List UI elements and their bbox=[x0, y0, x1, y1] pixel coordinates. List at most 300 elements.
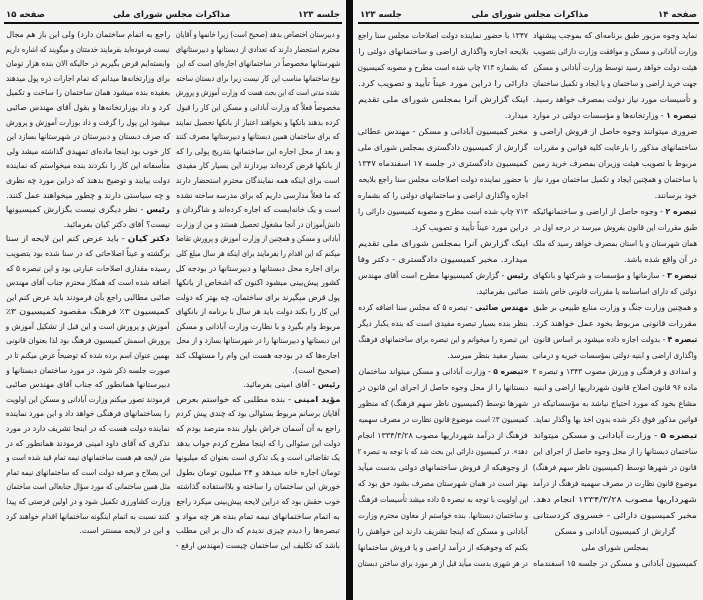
text-line bbox=[6, 86, 170, 101]
line-content: دراین مورد عیناً تأیید و تصویب کرد. bbox=[411, 223, 528, 232]
text-line bbox=[176, 189, 340, 204]
text-line bbox=[358, 172, 528, 188]
text-line bbox=[358, 236, 528, 252]
page-number: صفحه ۱۴ bbox=[658, 10, 697, 20]
text-line bbox=[176, 159, 340, 174]
text-line bbox=[358, 428, 528, 444]
text-line bbox=[176, 349, 340, 364]
text-line bbox=[358, 76, 528, 92]
line-content: دولت بیایند و توضیح بدهند که دراین مورد چه نظری bbox=[6, 175, 170, 185]
line-content: یا ساختمان و همچنین ایجاد و تکمیل ساختمان مورد نیاز bbox=[533, 175, 697, 184]
text-line bbox=[358, 140, 528, 156]
line-text: - نظر دیگری نیست بگزارش کمیسیونها bbox=[6, 205, 147, 215]
line-content: بلایحه اجازه واگذاری اراضی و ساختمانهای دولتی را bbox=[358, 47, 528, 56]
line-content: اینک گزارش آنرا بمجلس شورای ملی تقدیم bbox=[358, 95, 528, 104]
line-content: به اتمام ساختمانهای نیمه تمام بنده هر چه مواد و bbox=[176, 511, 340, 521]
line-content: نماید وجوه مزبور طبق برنامه‌ای که بموجب پیشنهاد bbox=[533, 31, 697, 40]
text-line bbox=[358, 556, 528, 572]
line-content: نماینده دولت هست که در اینجا تشریف دارد در مورد bbox=[6, 424, 170, 434]
text-column-right bbox=[533, 28, 697, 572]
text-line bbox=[358, 460, 528, 476]
line-text: - سازمانها و مؤسسات و شرکتها و بانکهای bbox=[533, 271, 668, 280]
line-content: فرهنگ از درآمد شهرداریها مصوب ۱۳۳۴/۳/۲۸ انجام bbox=[358, 431, 528, 440]
line-content: پرورش اسمش کمیسیون فرهنگ بود لذا بعنوان قانونی bbox=[6, 336, 170, 346]
text-line bbox=[358, 524, 528, 540]
line-content: ماده ۹۶ قانون اصلاح قانون شهرداریها اراضی و ابنیه bbox=[533, 383, 697, 392]
text-line bbox=[6, 232, 170, 247]
line-content bbox=[533, 332, 697, 348]
line-content: گزارش از کمیسیون دادگستری بمجلس شورای ملی bbox=[358, 143, 528, 152]
text-line bbox=[176, 86, 340, 101]
line-content: خورش این ساختمان را ساخته و بلااستفاده گذاشته bbox=[176, 482, 340, 492]
text-column-left bbox=[358, 28, 528, 572]
text-line bbox=[6, 174, 170, 189]
text-line bbox=[533, 188, 697, 204]
text-line bbox=[533, 460, 697, 476]
text-line bbox=[358, 108, 528, 124]
line-content: که برای ساختمان همین دبستانها و دبیرستانها مصرف کنند bbox=[176, 132, 340, 142]
text-line bbox=[533, 300, 697, 316]
line-content bbox=[533, 268, 697, 284]
text-line bbox=[533, 380, 697, 396]
page-15 bbox=[0, 0, 346, 600]
text-line bbox=[176, 378, 340, 393]
page-14 bbox=[354, 0, 703, 600]
text-line bbox=[533, 204, 697, 220]
text-line bbox=[6, 28, 170, 43]
text-line bbox=[533, 140, 697, 156]
line-content: صائبی بفرمائید. bbox=[476, 287, 528, 296]
text-line bbox=[6, 378, 170, 393]
line-content: راجع به آن آسمان خراش بلوار بنده مترصد بودم که bbox=[176, 424, 340, 434]
text-line bbox=[533, 524, 697, 540]
line-content: تومان اجاره خانه میدهد و ۲۴ میلیون تومان بطول bbox=[176, 467, 340, 477]
line-content: موضوع قانون نظارت در مصرف سهمیه فرهنگ از درآمد bbox=[533, 479, 697, 488]
speaker-label: رئیس bbox=[506, 271, 528, 280]
text-line bbox=[6, 101, 170, 116]
line-content: و چه سیاستی دارند و چطور میخواهند عمل کنند. bbox=[6, 190, 170, 200]
line-content: بسیار مفید بنظر میرسد. bbox=[447, 351, 528, 360]
line-content: کشور پیش‌بینی میشود اکنون که اشخاص از بانکها bbox=[176, 278, 340, 288]
text-line bbox=[176, 510, 340, 525]
text-line bbox=[176, 130, 340, 145]
header-rule bbox=[4, 22, 342, 24]
text-line bbox=[358, 476, 528, 492]
line-content: بهمین عنوان اسم برده شده که توضیحاً عرض میکنم تا در bbox=[6, 351, 170, 361]
text-line bbox=[358, 316, 528, 332]
line-content: در هر شهری بدست میآید قبل از هر مورد برای ساختن دبستان bbox=[358, 559, 528, 568]
line-content: فرمودند تصور میکنم وزارت آبادانی و مسکن این اولویت bbox=[6, 394, 170, 404]
line-content: و ساختمان دبستانها. بنده خواستم از معاون محترم وزارت bbox=[358, 511, 528, 520]
text-line bbox=[533, 556, 697, 572]
line-content: و امدادی و فرهنگی و ورزش مصوب ۱۳۴۳ و تبصره ۲ bbox=[533, 367, 697, 376]
text-line bbox=[6, 437, 170, 452]
speaker-label: «تبصره ۵ bbox=[492, 367, 528, 376]
line-content: که صرف دبستان و دبیرستان در شهرستانها بسازد این bbox=[6, 132, 170, 142]
line-content: بهتر است در همان شهرستان مصرف بشود حق بود که bbox=[358, 479, 528, 488]
text-line bbox=[358, 28, 528, 44]
line-content: قوانین مذکور فوق ذکر شده بدون اخذ بها واگذار نماید. bbox=[533, 415, 697, 424]
text-line bbox=[6, 305, 170, 320]
text-line bbox=[6, 495, 170, 510]
line-content: ساختمان دبستانها را از محل وجوه حاصل از اجرای این bbox=[533, 447, 697, 456]
text-line bbox=[6, 334, 170, 349]
text-line bbox=[176, 480, 340, 495]
text-line bbox=[6, 72, 170, 87]
line-content: باشد که تکلیف این ساختمان چیست (مهندس ارفع - bbox=[176, 540, 340, 550]
text-line bbox=[533, 44, 697, 60]
line-content: پول قرض میگیرند برای ساختمان، چه بهتر که دولت bbox=[176, 292, 340, 302]
text-line bbox=[533, 508, 697, 524]
line-content: که ما فعلاً مدارسی داریم که برای مدرسه ساخته نشده bbox=[176, 190, 340, 200]
text-line bbox=[533, 444, 697, 460]
text-line bbox=[176, 334, 340, 349]
line-content: کار خوب بود اینجا ماده‌ای تمهیدی گذاشته میشد ولی bbox=[6, 146, 170, 156]
page-number: صفحه ۱۵ bbox=[6, 10, 45, 20]
text-line bbox=[533, 156, 697, 172]
text-line bbox=[533, 476, 697, 492]
text-line bbox=[6, 407, 170, 422]
line-content: و این در لایحه مستتر است. bbox=[79, 526, 170, 536]
line-content: آقایان برسانم مربوط بسئوالی بود که چندی پیش کردم bbox=[176, 409, 340, 419]
line-content: گزارش از کمیسیون آبادانی و مسکن bbox=[554, 527, 676, 536]
line-text: - باید عرض کنم این لایحه از سنا bbox=[6, 234, 129, 244]
text-line bbox=[176, 539, 340, 554]
line-content: میدارد. مخبر کمیسیون دادگستری - دکتر وفا bbox=[358, 255, 528, 264]
line-content: بکنم که وجوهیکه از درآمد اراضی و یا فروش ساختمانها bbox=[358, 543, 528, 552]
line-content: این دبستانها و دبیرستانها را در شهرستانها بسازد و از محل bbox=[176, 336, 340, 346]
text-line bbox=[358, 124, 528, 140]
line-content: میکنم که این اقدام را بفرمایند برای اینکه هر سال مبلغ کلی bbox=[176, 248, 340, 258]
text-line bbox=[533, 332, 697, 348]
line-content: میدارد. bbox=[504, 111, 528, 120]
text-column-left bbox=[6, 28, 170, 539]
text-line bbox=[176, 262, 340, 277]
line-content: خود برسانند. bbox=[654, 191, 697, 200]
speaker-label: دکتر کیان bbox=[128, 234, 170, 244]
text-line bbox=[358, 444, 528, 460]
text-line bbox=[533, 396, 697, 412]
text-line bbox=[358, 380, 528, 396]
line-content: اضافه شده است که همکار محترم جناب آقای مهندس bbox=[6, 278, 170, 288]
header-rule bbox=[358, 22, 699, 24]
text-line bbox=[176, 43, 340, 58]
line-content: دبیرستانها همانطور که جناب آقای مهندس صائبی bbox=[6, 380, 170, 390]
publication-title: مذاکرات مجلس شورای ملی bbox=[471, 10, 589, 20]
line-text: - وجوه حاصل از اراضی و ساختمانهائیکه bbox=[533, 207, 666, 216]
speaker-label: تبصره ۲ bbox=[665, 207, 697, 216]
line-content: است و یک خانه‌ایست که اجاره کرده‌اند و شاگردان و bbox=[176, 205, 340, 215]
text-line bbox=[533, 92, 697, 108]
text-line bbox=[176, 174, 340, 189]
text-line bbox=[358, 252, 528, 268]
text-line bbox=[358, 300, 528, 316]
line-content: آموزش و پرورش است و این قبل از تشکیل آموزش و bbox=[6, 321, 170, 331]
line-content: از بانکها قرض کرده‌اند بپردازند این بسیار کار مفیدی bbox=[176, 161, 340, 171]
text-line bbox=[533, 492, 697, 508]
text-line bbox=[176, 466, 340, 481]
line-content: شهرها توسط (کمیسیون ناظر سهم فرهنگ) که منظور bbox=[358, 399, 528, 408]
text-line bbox=[358, 188, 528, 204]
text-line bbox=[176, 101, 340, 116]
line-content: متن لایحه هم هست ساختمانهای نیمه تمام قید شده است و bbox=[6, 453, 170, 463]
line-content: از وجوهیکه از فروش ساختمانهای دولتی بدست میآید bbox=[358, 463, 528, 472]
line-content: و دبیرستان اختصاص بدهد (صحیح است) زیرا خانمها و آقایان bbox=[176, 30, 340, 39]
text-line bbox=[176, 407, 340, 422]
speaker-label: تبصره ۵ bbox=[660, 431, 697, 440]
text-line bbox=[176, 320, 340, 335]
line-content: برای اجاره محل دبستانها و دبیرستانها در بودجه کل bbox=[176, 263, 340, 273]
text-line bbox=[6, 276, 170, 291]
line-text: - بدولت اجازه داده میشود بر اساس قانون bbox=[533, 335, 668, 344]
line-content: طبق مقررات این قانون بفروش میرسد در درجه اول در bbox=[533, 223, 697, 232]
line-content: همان شهرستان و یا استان بمصرف خواهد رسید که ملک bbox=[533, 239, 697, 248]
line-content: بعقیده بنده میشود همان ساختمان را ساخت و تکمیل bbox=[6, 88, 170, 98]
text-line bbox=[6, 57, 170, 72]
line-content: این کار را بکند دولت باید هر سال با برنامه از بانکهای bbox=[176, 307, 340, 317]
line-content: کمیسیون آبادانی و مسکن در جلسه ۱۵ اسفندماه bbox=[533, 559, 697, 568]
line-text: - وزارتخانه‌ها و مؤسسات دولتی در موارد bbox=[533, 111, 667, 120]
line-content: هیئت دولت خواهد رسید توسط وزارت آبادانی و مسکن bbox=[533, 63, 697, 72]
text-line bbox=[6, 159, 170, 174]
line-content: صورت جلسه ذکر شود. در مورد ساختمان دبستانها و bbox=[6, 365, 170, 375]
text-line bbox=[176, 524, 340, 539]
text-line bbox=[358, 508, 528, 524]
line-content: و تأسیسات مورد نیاز دولت بمصرف خواهد رسید. bbox=[533, 95, 697, 104]
line-content: قانون در شهرها توسط (کمیسیون ناظر سهم فرهنگ) bbox=[533, 463, 697, 472]
text-line bbox=[358, 332, 528, 348]
line-content: دبستانها را از محل وجوه حاصل از اجرای این قانون در bbox=[358, 383, 528, 392]
line-content: بنظر بنده بسیار تبصره مفیدی است که بنده یکبار دیگر bbox=[358, 319, 528, 328]
speaker-label: تبصره ۳ bbox=[667, 271, 697, 280]
line-content: وزارت آبادانی و مسکن و موافقت وزارت دارائی بتصویب bbox=[533, 47, 697, 56]
text-line bbox=[533, 268, 697, 284]
text-line bbox=[358, 60, 528, 76]
line-content: این بصلاح و صرفه دولت است که ساختمانهای نیمه تمام bbox=[6, 467, 170, 477]
line-content: دانش‌آموزان در آنجا مشغول تحصیل هستند و من از وزارت bbox=[176, 219, 340, 229]
line-text: - وزارت آبادانی و مسکن میتواند ساختمان bbox=[358, 367, 493, 376]
session-number: جلسه ۱۲۳ bbox=[360, 10, 402, 20]
line-content bbox=[358, 300, 528, 316]
line-content: مقررات قانونی مربوط بخود عمل خواهند کرد. bbox=[533, 319, 697, 328]
line-text: - بنده مطلبی که خواستم بعرض bbox=[176, 394, 294, 404]
line-content: مخصوصاً فعلاً که وزارت آبادانی و مسکن این کار را قبول bbox=[176, 102, 340, 112]
line-content: ۱۳۴۷ با حضور نماینده دولت اصلاحات مجلس سنا راجع bbox=[358, 31, 528, 40]
line-text: - آقای امینی بفرمائید. bbox=[243, 380, 318, 390]
line-content: محترم استحضار دارند که تعدادی از دبستانها و دبیرستانهای bbox=[176, 44, 340, 54]
line-content: شهرستانها مخصوصاً در ساختمانهای اجاره‌ای است که این bbox=[176, 59, 340, 69]
text-line bbox=[6, 203, 170, 218]
line-content: وزارت کشاورزی تکمیل شود و در اولین فرصتی که پیدا bbox=[6, 497, 170, 506]
text-line bbox=[6, 364, 170, 379]
text-line bbox=[176, 218, 340, 233]
text-line bbox=[533, 236, 697, 252]
line-content: رسیده مقداری اصلاحات عبارتی بود و این تبصره ۵ که bbox=[6, 263, 170, 273]
line-content: آبادانی و مسکن و همچنین از وزارت آموزش و پرورش تقاضا bbox=[176, 234, 340, 244]
text-line bbox=[6, 218, 170, 233]
line-content: نیست فرموده‌اید بفرمایند خدمتتان و میگویند که اشاره داریم bbox=[6, 44, 170, 54]
text-line bbox=[533, 220, 697, 236]
line-content: ۷۱۳ چاپ شده است مطرح و مصوبه کمیسیون دارائی را bbox=[358, 207, 528, 216]
text-line bbox=[6, 466, 170, 481]
text-line bbox=[6, 422, 170, 437]
line-content bbox=[243, 378, 340, 393]
line-content: تذکری که آقای داود امینی فرمودند همانطور که در bbox=[6, 438, 170, 448]
line-content: ساختمانهای مذکور را بارعایت کلیه قوانین و مقررات bbox=[533, 143, 697, 152]
line-content: مربوط با تصویب هیئت وزیران بمصرف خرید زمین bbox=[533, 159, 697, 168]
text-line bbox=[176, 305, 340, 320]
line-content: برای وزارتخانه‌ها میدانم که تمام اجارات ذره پول میدهند bbox=[6, 73, 170, 83]
line-content: آبادانی و مسکن که اینجا تشریف دارند این خواهش را bbox=[358, 527, 528, 536]
text-line bbox=[533, 364, 697, 380]
text-line bbox=[358, 412, 528, 428]
speaker-label: تبصره ۴ bbox=[667, 335, 697, 344]
text-line bbox=[358, 364, 528, 380]
text-line bbox=[6, 262, 170, 277]
text-line bbox=[6, 247, 170, 262]
text-line bbox=[358, 396, 528, 412]
line-content: خوب حقش بود که دراین لایحه پیش‌بینی میکرد راجع bbox=[176, 497, 340, 506]
line-content: کمیسیون ۳٪ است موضوع قانون نظارت در مصرف سهمیه bbox=[358, 415, 528, 424]
text-line bbox=[533, 284, 697, 300]
text-line bbox=[533, 428, 697, 444]
line-content: دارائی را دراین مورد عیناً تأیید و تصویب کرد. bbox=[358, 79, 528, 88]
line-content: شهرداریها مصوب ۱۳۳۴/۳/۲۸ انجام دهد. bbox=[533, 495, 697, 504]
text-line bbox=[358, 44, 528, 60]
line-content: تبصره‌ها را دیدم چیزی ندیدم که دال بر این مطلب bbox=[176, 526, 340, 536]
text-line bbox=[533, 348, 697, 364]
publication-title: مذاکرات مجلس شورای ملی bbox=[112, 10, 231, 20]
line-text: - وزارت آبادانی و مسکن میتواند bbox=[533, 431, 661, 440]
text-line bbox=[176, 422, 340, 437]
line-content: یک تقاضائی است و یک تذکری است بعنوان که میلیونها bbox=[176, 453, 340, 463]
session-number: جلسه ۱۲۳ bbox=[298, 10, 340, 20]
line-content: مربوط وام بگیرد و با نظارت وزارت آبادانی و مسکن bbox=[176, 321, 340, 331]
line-content: بمجلس شورای ملی bbox=[581, 543, 649, 552]
text-line bbox=[176, 145, 340, 160]
line-content: کمیسیون ۳٪ فرهنگ مقصود کمیسیون ۳٪ bbox=[6, 307, 170, 317]
speaker-label: مؤید امینی bbox=[293, 394, 340, 404]
text-line bbox=[533, 108, 697, 124]
text-line bbox=[176, 203, 340, 218]
text-line bbox=[533, 252, 697, 268]
line-content: میشود این پول را گرفت و داد بوزارت آموزش و پرورش bbox=[6, 117, 170, 127]
line-content: کنند نسبت به اتمام اینگونه ساختمانها اقدام خواهند کرد bbox=[6, 511, 170, 521]
line-content bbox=[358, 268, 528, 284]
text-line bbox=[6, 510, 170, 525]
text-line bbox=[6, 189, 170, 204]
line-content: است برای اینکه همه نمایندگان محترم استحضار دارند bbox=[176, 175, 340, 185]
text-line bbox=[6, 480, 170, 495]
text-line bbox=[358, 92, 528, 108]
text-line bbox=[533, 412, 697, 428]
line-content: کمیسیون دادگستری در جلسه ۱۷ اسفندماه ۱۳۴۷ bbox=[358, 159, 528, 168]
text-line bbox=[176, 28, 340, 43]
line-content: برگشته و عیناً اصلاحاتی که در سنا شده بود بتصویب bbox=[6, 248, 170, 258]
line-content: دهد». در کمیسیون دارائی این بحث شد که با توجه به تبصره ۲ bbox=[358, 447, 528, 456]
text-line bbox=[358, 220, 528, 236]
line-content: متأسفانه این کار را نکردند بنده میخواستم که نماینده bbox=[6, 161, 170, 171]
text-line bbox=[176, 291, 340, 306]
line-content: مخبر کمیسیون دارائی - خسروی کردستانی bbox=[533, 511, 697, 520]
line-content: جهت خرید اراضی و ساختمان و یا ایجاد و تکمیل ساختمان bbox=[533, 79, 697, 88]
line-content: مثل همین ساختمانی که مورد سؤال جنابعالی است ساختمان bbox=[6, 482, 170, 492]
text-line bbox=[533, 60, 697, 76]
page-header bbox=[6, 8, 340, 22]
text-line bbox=[176, 393, 340, 408]
line-content: این تبصره را میخوانم و این تبصره برای ساختمانهای فرهنگ bbox=[358, 335, 528, 344]
text-line bbox=[6, 451, 170, 466]
text-line bbox=[6, 320, 170, 335]
text-line bbox=[176, 247, 340, 262]
text-line bbox=[6, 43, 170, 58]
text-line bbox=[358, 268, 528, 284]
line-content bbox=[358, 364, 528, 380]
text-line bbox=[533, 172, 697, 188]
text-line bbox=[533, 124, 697, 140]
text-line bbox=[358, 284, 528, 300]
page-header bbox=[360, 8, 697, 22]
text-line bbox=[358, 156, 528, 172]
line-content: مشاع بخود که مورد احتیاج نباشد به مؤسساتیکه در bbox=[533, 399, 697, 408]
text-line bbox=[6, 145, 170, 160]
line-content bbox=[176, 393, 340, 408]
line-content bbox=[533, 204, 697, 220]
line-content bbox=[6, 203, 170, 218]
text-line bbox=[533, 28, 697, 44]
line-content: صائبی مطالبی راجع بآن فرمودند باید عرض کنم این bbox=[6, 292, 170, 302]
text-line bbox=[358, 348, 528, 364]
speaker-label: تبصره ۱ bbox=[666, 111, 697, 120]
line-content: این اولویت با توجه به تبصره ۵ داده میشد تأسیسات فرهنگ bbox=[358, 495, 528, 504]
text-column-right bbox=[176, 28, 340, 553]
text-line bbox=[176, 451, 340, 466]
line-content: مخبر کمیسیون آبادانی و مسکن - مهندس عطائی bbox=[358, 127, 528, 136]
text-line bbox=[176, 232, 340, 247]
text-line bbox=[533, 76, 697, 92]
line-content: با حضور نماینده دولت اصلاحات مجلس سنا راجع بلایحه bbox=[358, 175, 528, 184]
text-line bbox=[6, 291, 170, 306]
text-line bbox=[533, 540, 697, 556]
line-content: دولتی که دارای اساسنامه یا مقررات قانونی خاص باشند bbox=[533, 287, 697, 296]
text-line bbox=[176, 276, 340, 291]
text-line bbox=[358, 492, 528, 508]
line-text: - گزارش کمیسیونها مطرح است آقای مهندس bbox=[358, 271, 507, 280]
text-line bbox=[176, 364, 340, 379]
text-line bbox=[6, 349, 170, 364]
line-content: واگذاری اراضی و ابنیه دولتی بمؤسسات خیریه و درمانی bbox=[533, 351, 697, 360]
line-content: نشده مدتی است که این بحث هست که وزارت آموزش و پرورش bbox=[176, 88, 340, 98]
text-line bbox=[6, 393, 170, 408]
line-content: ضروری میتوانند وجوه حاصل از فروش اراضی و bbox=[533, 127, 697, 136]
line-content bbox=[533, 108, 697, 124]
text-line bbox=[176, 495, 340, 510]
text-line bbox=[176, 72, 340, 87]
line-content: اینک گزارش آنرا بمجلس شورای ملی تقدیم bbox=[358, 239, 528, 248]
line-content: در آن واقع شده باشد. bbox=[623, 255, 697, 264]
line-content: اجازه واگذاری اراضی و ساختمانهای دولتی را که بشماره bbox=[358, 191, 528, 200]
speaker-label: رئیس bbox=[146, 205, 170, 215]
text-line bbox=[358, 540, 528, 556]
text-line bbox=[6, 116, 170, 131]
speaker-label: رئیس bbox=[317, 380, 340, 390]
line-content: اجاره‌ها که در بودجه هست این وام را مستهلک کند bbox=[176, 351, 340, 361]
line-content: و بعد از محل اجاره این ساختمانها بتدریج پولی را که bbox=[176, 146, 340, 156]
line-content: وابسته‌ایم قرض بگیریم در حالیکه الان بنده هزار تومان bbox=[6, 59, 170, 69]
line-content: نوع ساختمانها مناسب این کار نیست زیرا برای دبستان ساخته bbox=[176, 73, 340, 83]
text-line bbox=[176, 437, 340, 452]
line-content bbox=[6, 232, 170, 247]
